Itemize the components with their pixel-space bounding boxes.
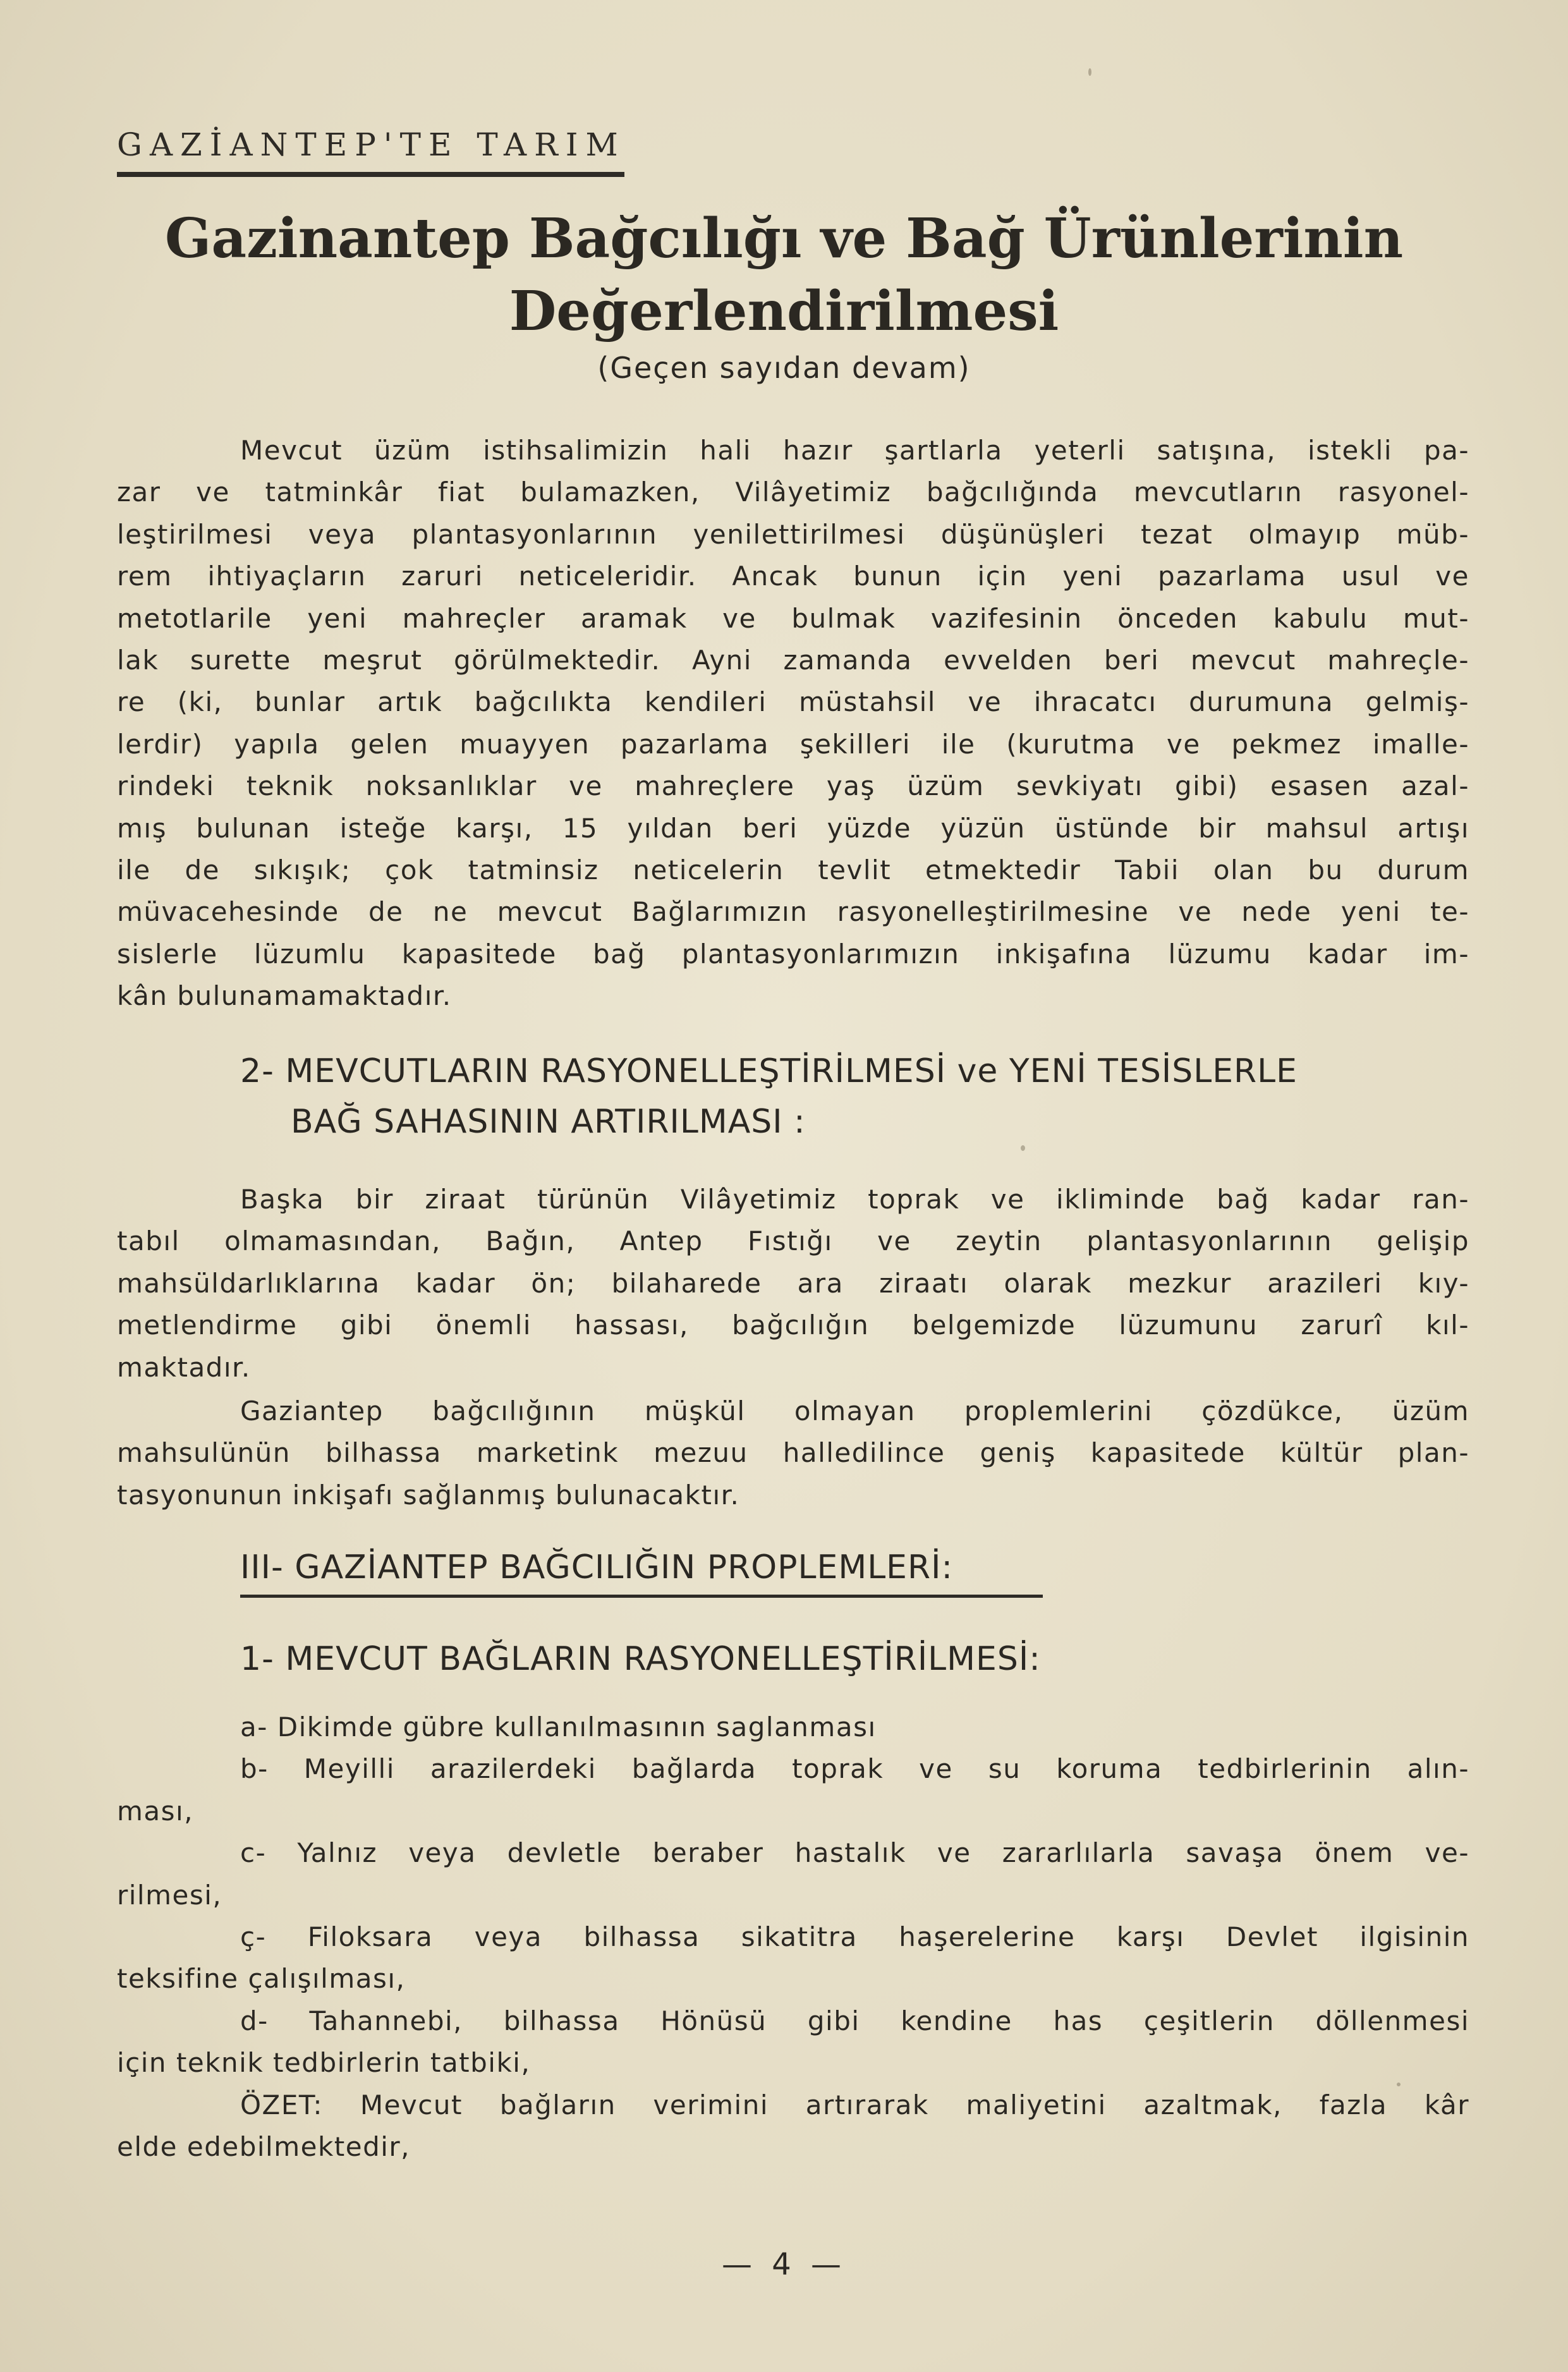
article-subtitle: (Geçen sayıdan devam): [597, 351, 971, 385]
paper-speck: [1397, 2083, 1401, 2086]
paragraph-line: rindeki teknik noksanlıklar ve mahreçlere yaş üzüm sevkiyatı gibi) esasen azal-: [117, 770, 1469, 802]
paragraph-1: [117, 430, 1469, 1018]
paragraph-line: maktadır.: [117, 1351, 251, 1383]
paper-speck: [1021, 1145, 1025, 1151]
paragraph-line: kân bulunamamaktadır.: [117, 980, 452, 1012]
paragraph-line: zar ve tatminkâr fiat bulamazken, Vilâyetimiz bağcılığında mevcutların rasyonel-: [117, 477, 1469, 508]
paragraph-line: Mevcut üzüm istihsalimizin hali hazır şartlarla yeterli satışına, istekli pa-: [240, 435, 1469, 466]
page-number: — 4 —: [721, 2247, 847, 2282]
problem-list: [117, 1706, 1469, 2168]
paragraph-line: metotlarile yeni mahreçler aramak ve bulmak vazifesinin önceden kabulu mut-: [117, 602, 1469, 634]
section-3-heading: III- GAZİANTEP BAĞCILIĞIN PROPLEMLERİ:: [240, 1548, 954, 1586]
paragraph-line: tasyonunun inkişafı sağlanmış bulunacaktır.: [117, 1479, 740, 1511]
paragraph-line: ile de sıkışık; çok tatminsiz neticelerin tevlit etmektedir Tabii olan bu durum: [117, 855, 1469, 886]
list-item-continuation: için teknik tedbirlerin tatbiki,: [117, 2047, 531, 2079]
section-2-heading-line-1: 2- MEVCUTLARIN RASYONELLEŞTİRİLMESİ ve YENİ TESİSLERLE: [240, 1052, 1298, 1090]
paragraph-line: re (ki, bunlar artık bağcılıkta kendileri müstahsil ve ihracatcı durumuna gelmiş-: [117, 686, 1469, 718]
paragraph-line: Başka bir ziraat türünün Vilâyetimiz toprak ve ikliminde bağ kadar ran-: [240, 1184, 1469, 1215]
paragraph-line: müvacehesinde de ne mevcut Bağlarımızın rasyonelleştirilmesine ve nede yeni te-: [117, 896, 1469, 928]
paragraph-2: [117, 1179, 1469, 1389]
paragraph-3: [117, 1390, 1469, 1516]
section-3-underline: [240, 1595, 1043, 1598]
paragraph-line: rem ihtiyaçların zaruri neticeleridir. Ancak bunun için yeni pazarlama usul ve: [117, 561, 1469, 592]
paragraph-line: Gaziantep bağcılığının müşkül olmayan proplemlerini çözdükce, üzüm: [240, 1396, 1469, 1426]
section-2-heading-line-2: BAĞ SAHASININ ARTIRILMASI :: [291, 1103, 806, 1141]
running-header: GAZİANTEP'TE TARIM: [117, 126, 626, 163]
paragraph-line: mahsüldarlıklarına kadar ön; bilaharede ara ziraatı olarak mezkur arazileri kıy-: [117, 1267, 1469, 1299]
section-3-1-heading: 1- MEVCUT BAĞLARIN RASYONELLEŞTİRİLMESİ:: [240, 1640, 1041, 1678]
header-rule: [117, 172, 624, 177]
article-title-line-1: Gazinantep Bağcılığı ve Bağ Ürünlerinin: [164, 207, 1404, 271]
summary-continuation: elde edebilmektedir,: [117, 2131, 411, 2163]
list-item: b- Meyilli arazilerdeki bağlarda toprak ve su koruma tedbirlerinin alın-: [240, 1753, 1469, 1785]
article-title-line-2: Değerlendirilmesi: [509, 279, 1059, 343]
list-item-continuation: rilmesi,: [117, 1879, 222, 1911]
paragraph-line: mış bulunan isteğe karşı, 15 yıldan beri yüzde yüzün üstünde bir mahsul artışı: [117, 812, 1469, 844]
paragraph-line: mahsulünün bilhassa marketink mezuu halledilince geniş kapasitede kültür plan-: [117, 1437, 1469, 1469]
paragraph-line: leştirilmesi veya plantasyonlarının yenilettirilmesi düşünüşleri tezat olmayıp müb-: [117, 518, 1469, 550]
list-item: d- Tahannebi, bilhassa Hönüsü gibi kendine has çeşitlerin döllenmesi: [240, 2005, 1469, 2036]
paragraph-line: tabıl olmamasından, Bağın, Antep Fıstığı ve zeytin plantasyonlarının gelişip: [117, 1226, 1469, 1257]
paragraph-line: metlendirme gibi önemli hassası, bağcılığın belgemizde lüzumunu zarurî kıl-: [117, 1310, 1469, 1341]
list-item-continuation: ması,: [117, 1795, 194, 1827]
list-item-continuation: teksifine çalışılması,: [117, 1963, 406, 1995]
paragraph-line: sislerle lüzumlu kapasitede bağ plantasyonlarımızın inkişafına lüzumu kadar im-: [117, 938, 1469, 970]
paragraph-line: lak surette meşrut görülmektedir. Ayni zamanda evvelden beri mevcut mahreçle-: [117, 645, 1469, 676]
list-item: ç- Filoksara veya bilhassa sikatitra haşerelerine karşı Devlet ilgisinin: [240, 1921, 1469, 1953]
summary-line: ÖZET: Mevcut bağların verimini artırarak maliyetini azaltmak, fazla kâr: [240, 2089, 1469, 2120]
list-item: a- Dikimde gübre kullanılmasının saglanması: [240, 1712, 877, 1743]
paragraph-line: lerdir) yapıla gelen muayyen pazarlama şekilleri ile (kurutma ve pekmez imalle-: [117, 728, 1469, 760]
paper-speck: [1088, 68, 1091, 76]
list-item: c- Yalnız veya devletle beraber hastalık ve zararlılarla savaşa önem ve-: [240, 1837, 1469, 1869]
